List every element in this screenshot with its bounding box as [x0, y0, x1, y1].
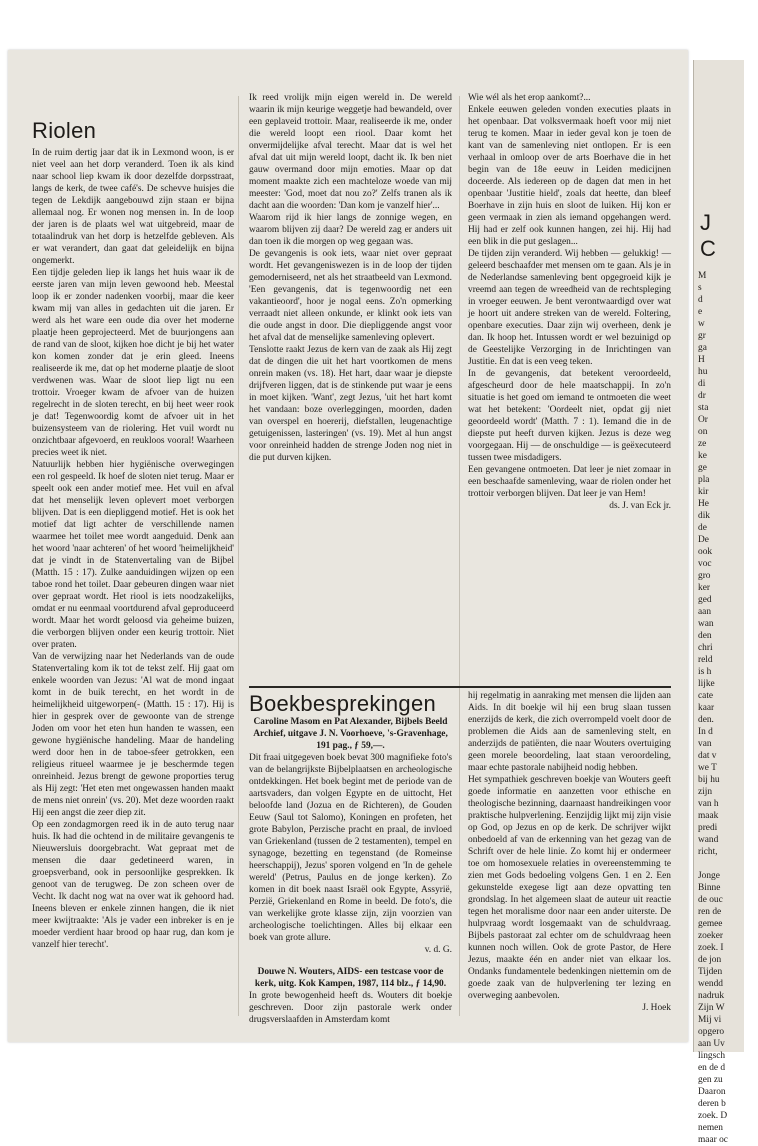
adjacent-line: aan Uv — [698, 1039, 725, 1049]
adjacent-line: voc — [698, 559, 712, 569]
adjacent-line: wan — [698, 619, 714, 629]
adjacent-line: predi — [698, 823, 718, 833]
paragraph: Tenslotte raakt Jezus de kern van de zaak als Hij zegt dat de dingen die uit het hart voortkomen de mens onrein maken (vs. 18). Het hart, daar waar je diepste drijfveren liggen, dat is de stinkende put waar je eens in moet kijken. 'Want', zegt Jezus, 'uit het hart komt het vandaan: boze overleggingen, moorden, daden van overspel en hoererij, diefstallen, leugenachtige getuigenissen, lasteringen' (vs. 19). Met al hun angst voor onreinheid hadden de strenge Joden nog niet in die put durven kijken. — [249, 345, 452, 463]
paragraph: De tijden zijn veranderd. Wij hebben — gelukkig! — geleerd beschaafder met mensen om te gaan. Als je in de Nederlandse samenleving bent opgegroeid kijk je vreemd aan tegen de wreedheid van de rechtspleging in vroeger eeuwen. Je bent verontwaardigd over wat je hoort uit andere streken van de wereld. Foltering, openbare executies. Daar zijn wij overheen, denk je dan. Ik hoop het. Intussen wordt er wel bezuinigd op de Geestelijke Verzorging in de Inrichtingen van Justitie. En dat is een veeg teken. — [468, 249, 671, 367]
adjacent-line: wand — [698, 835, 719, 845]
adjacent-line: lingsch — [698, 1051, 726, 1061]
adjacent-line: dik — [698, 511, 710, 521]
adjacent-line: cate — [698, 691, 714, 701]
adjacent-line: deren b — [698, 1099, 726, 1109]
paragraph: In de ruim dertig jaar dat ik in Lexmond woon, is er niet veel aan het dorp veranderd. Toen ik als kind naar school liep kwam ik door dezelfde dorpsstraat, langs de kerk, de twee café's. De schevve huisjes die tegen de Lekdijk aangebouwd zijn staan er bijna allemaal nog. Er wonen nog mensen in. In de loop der jaren is de plaats wel wat uitgebreid, maar de totaalindruk van het dorp is hetzelfde gebleven. Als er wat verandert, dan gaat dat geleidelijk en bijna ongemerkt. — [32, 148, 234, 266]
article-title: Riolen — [32, 118, 97, 143]
adjacent-line: ze — [698, 439, 707, 449]
review-text: In grote bewogenheid heeft ds. Wouters dit boekje geschreven. Door zijn pastorale werk onder drugsverslaafden in Amsterdam komt — [249, 991, 452, 1025]
adjacent-line: zoek. I — [698, 943, 724, 953]
adjacent-line: d — [698, 295, 703, 305]
paragraph: Op een zondagmorgen reed ik in de auto terug naar huis. Ik had die ochtend in de militaire gevangenis te Nieuwersluis doorgebracht. Wat gepraat met de mensen die daar gedetineerd waren, in groepsverband, ook in persoonlijke gesprekken. Ik genoot van de terugweg. De zon scheen over de Vecht. Ik dacht nog wat na over wat ik gehoord had. Ineens bleven er enkele zinnen hangen, die ik niet meer kwijtraakte: 'Als je vader een inbreker is en je moeder verdient haar brood op haar rug, dan kom je vanzelf hier terecht'. — [32, 820, 234, 950]
reviews-column-2 — [468, 690, 671, 1013]
paragraph: Natuurlijk hebben hier hygiënische overwegingen een rol gespeeld. Ik hoef de sloten niet terug. Maar er speelt ook een ander motief mee. Het vuil en afval dat het menselijk leven oplevert moet verborgen blijven. Dat is een diepliggend motief. Het is ook het motief dat ligt achter de verschillende namen waarmee het toilet mee wordt aangeduid. Denk aan het woord 'naar achteren' of het woord 'heimelijkheid' dat je vindt in de Statenvertaling van de Bijbel (Matth. 15 : 17). Zulke aanduidingen wijzen op een taboe rond het toilet. Daar gebeuren dingen waar niet over gepraat wordt. Het riool is iets noodzakelijks, omdat er nu eenmaal voortdurend afval geproduceerd wordt. Maar het wordt geloosd via geheime buizen, die verborgen blijven onder een keurig trottoir. Niet over praten. — [32, 460, 234, 650]
adjacent-line: ren de — [698, 907, 722, 917]
adjacent-line: bij hu — [698, 775, 720, 785]
adjacent-line: lijke — [698, 679, 715, 689]
adjacent-line: Jonge — [698, 871, 720, 881]
adjacent-line: sta — [698, 403, 709, 413]
adjacent-line: ge — [698, 463, 707, 473]
adjacent-line: hu — [698, 367, 708, 377]
adjacent-line: M — [698, 271, 707, 281]
paragraph: Wie wél als het erop aankomt?... — [468, 93, 591, 103]
review-text: hij regelmatig in aanraking met mensen die lijden aan Aids. In dit boekje wil hij een brug slaan tussen enerzijds de kerk, die zich overrompeld voelt door de problemen die Aids aan de samenleving stelt, en anderzijds de patiënten, die naar Wouters overtuiging geen morele beoordeling, laat staan veroordeling, maar echte pastorale nabijheid nodig hebben. — [468, 691, 671, 773]
adjacent-line: He — [698, 499, 709, 509]
adjacent-heading: J C — [700, 210, 716, 261]
adjacent-line: de — [698, 523, 707, 533]
paragraph: Van de verwijzing naar het Nederlands van de oude Statenvertaling kom ik tot de tekst zelf. Hij gaat om enkele woorden van Jezus: 'Al wat de mond ingaat komt in de buik terecht, en het wordt in de heimelijkheid uitgeworpen(- (Matth. 15 : 17). Hij is hier in gesprek over de gewoonte van de strenge Joden om voor het eten hun handen te wassen, een gewone hygiënische handeling. Maar de handeling werd door hen in de taboe-sfeer getrokken, een religieus ritueel waarmee je je beschermde tegen onreinheid. Jezus brengt de gewone proporties terug als Hij zegt: 'Het eten met ongewassen handen maakt de mens niet onrein' (vs. 20). Met deze woorden raakt Hij een angst die zeer diep zit. — [32, 652, 234, 818]
paragraph: De gevangenis is ook iets, waar niet over gepraat wordt. Het gevangeniswezen is in de loop der tijden gemoderniseerd, net als het straatbeeld van Lexmond. 'Een gevangenis, dat is tegenwoordig net een vakantieoord', hoor je nogal eens. Zo'n opmerking verraadt niet alleen onkunde, er klinkt ook iets van die oude angst in door. Die diepliggende angst voor het afval dat de menselijke samenleving oplevert. — [249, 249, 452, 343]
adjacent-line: gro — [698, 571, 711, 581]
adjacent-line: en de d — [698, 1063, 726, 1073]
paragraph: Waarom rijd ik hier langs de zonnige wegen, en waarom blijven zij daar? De wereld zag er anders uit dan toen ik die morgen op weg gegaan was. — [249, 213, 452, 247]
adjacent-line: w — [698, 319, 705, 329]
adjacent-line: Binne — [698, 883, 721, 893]
adjacent-line: ged — [698, 595, 712, 605]
adjacent-line: on — [698, 427, 708, 437]
adjacent-line: opgero — [698, 1027, 725, 1037]
paragraph: Ik reed vrolijk mijn eigen wereld in. De wereld waarin ik mijn keurige weggetje had bewandeld, over een geplaveid trottoir. Maar, realiseerde ik me, onder die wereld loopt een riool. Daar komt het onvermijdelijke afval terecht. Maar dat is wel het afval dat uit mijn wereld loopt, dacht ik. Ik ben niet gauw overmand door mijn emoties. Maar op dat moment maakte zich een machteloze woede van mij meester: 'God, moet dat nou zo?' Zelfs tranen als ik dacht aan die woorden: 'Dan kom je vanzelf hier'... — [249, 93, 452, 211]
adjacent-line: de ouc — [698, 895, 723, 905]
adjacent-line: ga — [698, 343, 707, 353]
adjacent-line: De — [698, 535, 709, 545]
adjacent-line: chri — [698, 643, 713, 653]
article-signature: ds. J. van Eck jr. — [609, 501, 671, 511]
section-title: Boekbesprekingen — [249, 691, 437, 716]
adjacent-line: ker — [698, 583, 710, 593]
adjacent-line: Zijn W — [698, 1003, 725, 1013]
adjacent-line: van h — [698, 799, 719, 809]
book-reference: Douwe N. Wouters, AIDS- een testcase voor de kerk, uitg. Kok Kampen, 1987, 114 blz., ƒ 14,90. — [254, 967, 447, 989]
paragraph: In de gevangenis, dat betekent veroordeeld, afgescheurd door de hele maatschappij. In zo'n situatie is het goed om iemand te ontmoeten die weet wat het betekent: 'Oordeelt niet, opdat gij niet geoordeeld wordt' (Matth. 7 : 1). Iemand die in de diepste put heeft durven kijken. Jezus is deze weg voorgegaan. Hij — de onschuldige — is geëxecuteerd tussen twee misdadigers. — [468, 369, 671, 463]
adjacent-line: van — [698, 739, 712, 749]
adjacent-line: Mij vi — [698, 1015, 722, 1025]
adjacent-page-fragment — [693, 60, 744, 1145]
adjacent-line: nadruk — [698, 991, 725, 1001]
adjacent-line: kaar — [698, 703, 715, 713]
adjacent-line: dat v — [698, 751, 717, 761]
adjacent-line: Daaron — [698, 1087, 726, 1097]
adjacent-line: Tijden — [698, 967, 723, 977]
paragraph: Een gevangene ontmoeten. Dat leer je niet zomaar in een beschaafde samenleving, waar de riolen onder het trottoir verborgen blijven. Dat leer je van Hem! — [468, 465, 671, 499]
adjacent-line: e — [698, 307, 703, 317]
adjacent-line: maar oc — [698, 1135, 728, 1145]
section-divider — [249, 686, 671, 688]
adjacent-line: zijn — [698, 787, 713, 797]
article-column-1 — [32, 147, 234, 1047]
adjacent-line: den. — [698, 715, 714, 725]
adjacent-line: we T — [698, 763, 717, 773]
adjacent-line: Or — [698, 415, 708, 425]
adjacent-line: zoek. D — [698, 1111, 728, 1121]
adjacent-line: ook — [698, 547, 713, 557]
adjacent-line: kir — [698, 487, 709, 497]
article-column-3 — [468, 92, 671, 697]
column-rule — [459, 96, 460, 1016]
article-column-2 — [249, 92, 452, 697]
review-text: Het sympathiek geschreven boekje van Wouters geeft goede informatie en aanzetten voor ethische en theologische bezinning, daarnaast handreikingen voor praktische hulpverlening. Eenzijdig lijkt mij zijn visie op God, op Jezus en op de kerk. De schrijver wijkt onbedoeld af van de erkenning van het gezag van de Schrift over de hele linie. Zo komt hij er ondermeer toe om homosexuele relaties in overeenstemming te zien met Gods bedoeling volgens Gen. 1 en 2. Een gekunstelde exegese ligt aan deze opvatting ten grondslag. In het algemeen slaat de auteur uit reactie tegen het moralisme door naar een ander uiterste. De hulpvraag wordt losgemaakt van de schuldvraag. Bijbels pastoraat zal echter om de schuldvraag heen kunnen noch willen. Ook de grote Pastor, de Here Jezus, maakte één en ander niet van elkaar los. Ondanks fundamentele bedenkingen niettemin om de goede zaak van de hulpverlening ter lezing en overweging aanbevolen. — [468, 775, 671, 1001]
paragraph: Een tijdje geleden liep ik langs het huis waar ik de eerste jaren van mijn leven gewoond heb. Meestal loop ik er zonder nadenken voorbij, maar die keer kwam mij van alles in gedachten uit die jaren. Er werd als het ware een oude dia over het moderne plaatje heen geprojecteerd. Met de buurjongens aan de rand van de sloot, kijken hoe dicht je bij het water kon komen zonder dat je erin gleed. Ineens realiseerde ik me, dat op het moderne plaatje de sloot verdwenen was. Waar de sloot liep ligt nu een trottoir. Vroeger kwam de afvoer van de huizen regelrecht in de sloten terecht, en bij heet weer rook je dat! Tegenwoordig komt de afvoer uit in het buizensysteem van de riolering. Het vuil wordt nu onzichtbaar afgevoerd, en reukloos vooral! Waarheen precies weet ik niet. — [32, 268, 234, 458]
adjacent-line: H — [698, 355, 705, 365]
adjacent-line: wendd — [698, 979, 723, 989]
review-text: Dit fraai uitgegeven boek bevat 300 magnifieke foto's van de belangrijkste Bijbelplaatsen en archeologische ontdekkingen. Het boek begint met de periode van de aartsvaders, dan volgen Egypte en de uittocht, Het beloofde land (Jozua en de Richteren), de Gouden Eeuw (Saul tot Salomo), Koningen en profeten, het grote Babylon, Perzische pracht en praal, de invloed van Griekenland (tussen de 2 testamenten), tempel en synagoge, bezetting en tegenstand (de Romeinse heerschappij), Jezus' sporen volgend en 'In de gehele wereld' (Petrus, Paulus en de jonge kerken). Zo komen in dit boek naast Israël ook Egypte, Assyrië, Perzië, Griekenland en Rome in beeld. De foto's, die van werkelijke grote klasse zijn, zijn voorzien van archeologische toelichtingen. Alles bij elkaar een boek van grote allure. — [249, 753, 452, 943]
adjacent-line: nemen — [698, 1123, 723, 1133]
adjacent-line: s — [698, 283, 702, 293]
adjacent-line — [698, 858, 758, 870]
review-signature: J. Hoek — [642, 1003, 671, 1013]
adjacent-line: gemee — [698, 919, 723, 929]
adjacent-line: richt, — [698, 847, 718, 857]
adjacent-line: dr — [698, 391, 706, 401]
adjacent-line: gen zu — [698, 1075, 723, 1085]
adjacent-text-column — [698, 270, 758, 1146]
adjacent-line: di — [698, 379, 706, 389]
review-signature: v. d. G. — [424, 945, 452, 955]
adjacent-line: zoeker — [698, 931, 723, 941]
adjacent-line: aan — [698, 607, 712, 617]
adjacent-line: ke — [698, 451, 707, 461]
adjacent-line: reld — [698, 655, 713, 665]
column-rule — [238, 96, 239, 1016]
paragraph: Enkele eeuwen geleden vonden executies plaats in het openbaar. Dat volksvermaak hoeft voor mij niet terug te komen. Maar in ieder geval kon je toen de kant van de samenleving niet ontlopen. Er is een verhaal in omloop over de arts Boerhave die in het begin van de 18e eeuw in Leiden medicijnen doceerde. Als iedereen op de dagen dat men in het openbaar 'Justitie hield', zoals dat heette, dan bleef Boerhave in zijn huis en sloot de luiken. Hij kon er geen vermaak in zien als iemand opgehangen werd. Hij had er zelf ook kunnen hangen, zei hij. Hij had een blik in die put geslagen... — [468, 105, 671, 247]
adjacent-line: pla — [698, 475, 710, 485]
adjacent-line: is h — [698, 667, 712, 677]
adjacent-line: In d — [698, 727, 713, 737]
adjacent-line: de jon — [698, 955, 722, 965]
adjacent-line: den — [698, 631, 712, 641]
adjacent-line: gr — [698, 331, 706, 341]
book-reference: Caroline Masom en Pat Alexander, Bijbels Beeld Archief, uitgave J. N. Voorhoeve, 's-Gravenhage, 191 pag., ƒ 59,—. — [253, 717, 448, 751]
adjacent-line: maak — [698, 811, 719, 821]
reviews-column-1 — [249, 690, 452, 1036]
